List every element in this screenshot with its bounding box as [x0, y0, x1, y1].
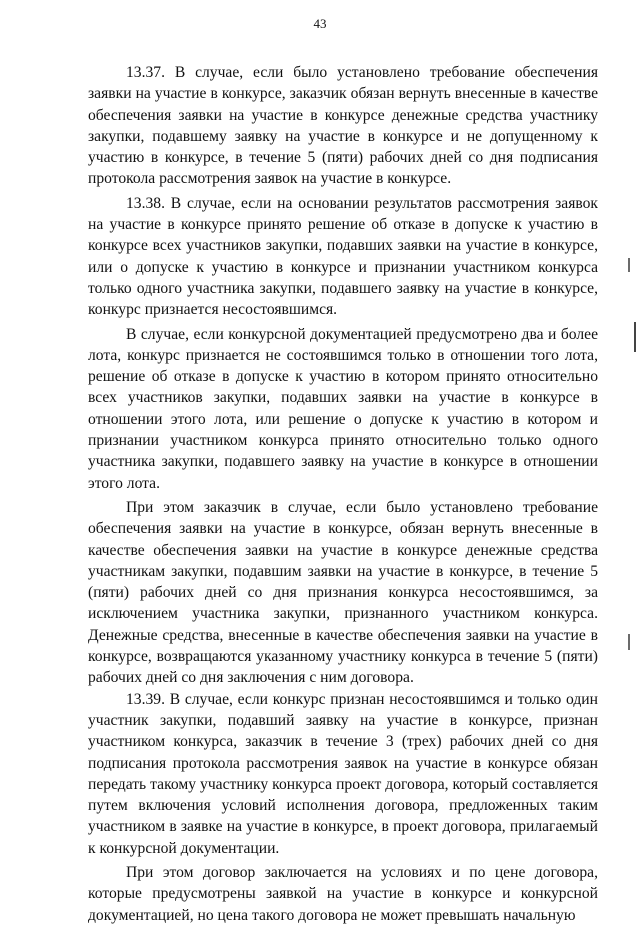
scan-margin-mark: [628, 634, 630, 650]
document-body: [88, 62, 598, 929]
scan-margin-mark: [634, 322, 636, 352]
paragraph-multiple-lots: В случае, если конкурсной документацией предусмотрено два и более лота, конкурс признается не состоявшимся только в отношении того лота, решение об отказе в допуске к участию в котором принято относительно всех участников закупки, подавших заявки на участие в конкурсе в отношении этого лота, или решение о допуске к участию в котором и признании участником конкурса принято относительно только одного участника закупки, подавшего заявку на участие в конкурсе в отношении этого лота.: [88, 325, 598, 492]
paragraph-13-38: 13.38. В случае, если на основании результатов рассмотрения заявок на участие в конкурсе принято решение об отказе в допуске к участию в конкурсе всех участников закупки, подавших заявки на участие в конкурсе, или о допуске к участию в конкурсе и признании участником конкурса только одного участника закупки, подавшего заявку на участие в конкурсе, конкурс признается несостоявшимся.: [88, 194, 598, 319]
paragraph-13-37: 13.37. В случае, если было установлено требование обеспечения заявки на участие в конкурсе, заказчик обязан вернуть внесенные в качестве обеспечения заявки на участие в конкурсе денежные средства участнику закупки, подавшему заявку на участие в конкурсе и не допущенному к участию в конкурсе, в течение 5 (пяти) рабочих дней со дня подписания протокола рассмотрения заявок на участие в конкурсе.: [88, 64, 598, 188]
paragraph-deposit-return: При этом заказчик в случае, если было установлено требование обеспечения заявки на участие в конкурсе, обязан вернуть внесенные в качестве обеспечения заявки на участие в конкурсе денежные средства участникам закупки, подавшим заявки на участие в конкурсе, в течение 5 (пяти) рабочих дней со дня признания конкурса несостоявшимся, за исключением участника закупки, признанного участником конкурса. Денежные средства, внесенные в качестве обеспечения заявки на участие в конкурсе, возвращаются указанному участнику конкурса в течение 5 (пяти) рабочих дней со дня заключения с ним договора.: [88, 498, 598, 687]
paragraph-13-39: 13.39. В случае, если конкурс признан несостоявшимся и только один участник закупки, подавший заявку на участие в конкурсе, признан участником конкурса, заказчик в течение 3 (трех) рабочих дней со дня подписания протокола рассмотрения заявок на участие в конкурсе обязан передать такому участнику конкурса проект договора, который составляется путем включения условий исполнения договора, предложенных таким участником в заявке на участие в конкурсе, в проект договора, прилагаемый к конкурсной документации.: [88, 690, 598, 857]
paragraph-contract-terms: При этом договор заключается на условиях и по цене договора, которые предусмотрены заявкой на участие в конкурсе и конкурсной документацией, но цена такого договора не может превышать начальную: [88, 863, 598, 924]
page-number: 43: [313, 16, 327, 31]
scan-margin-mark: [628, 258, 630, 272]
